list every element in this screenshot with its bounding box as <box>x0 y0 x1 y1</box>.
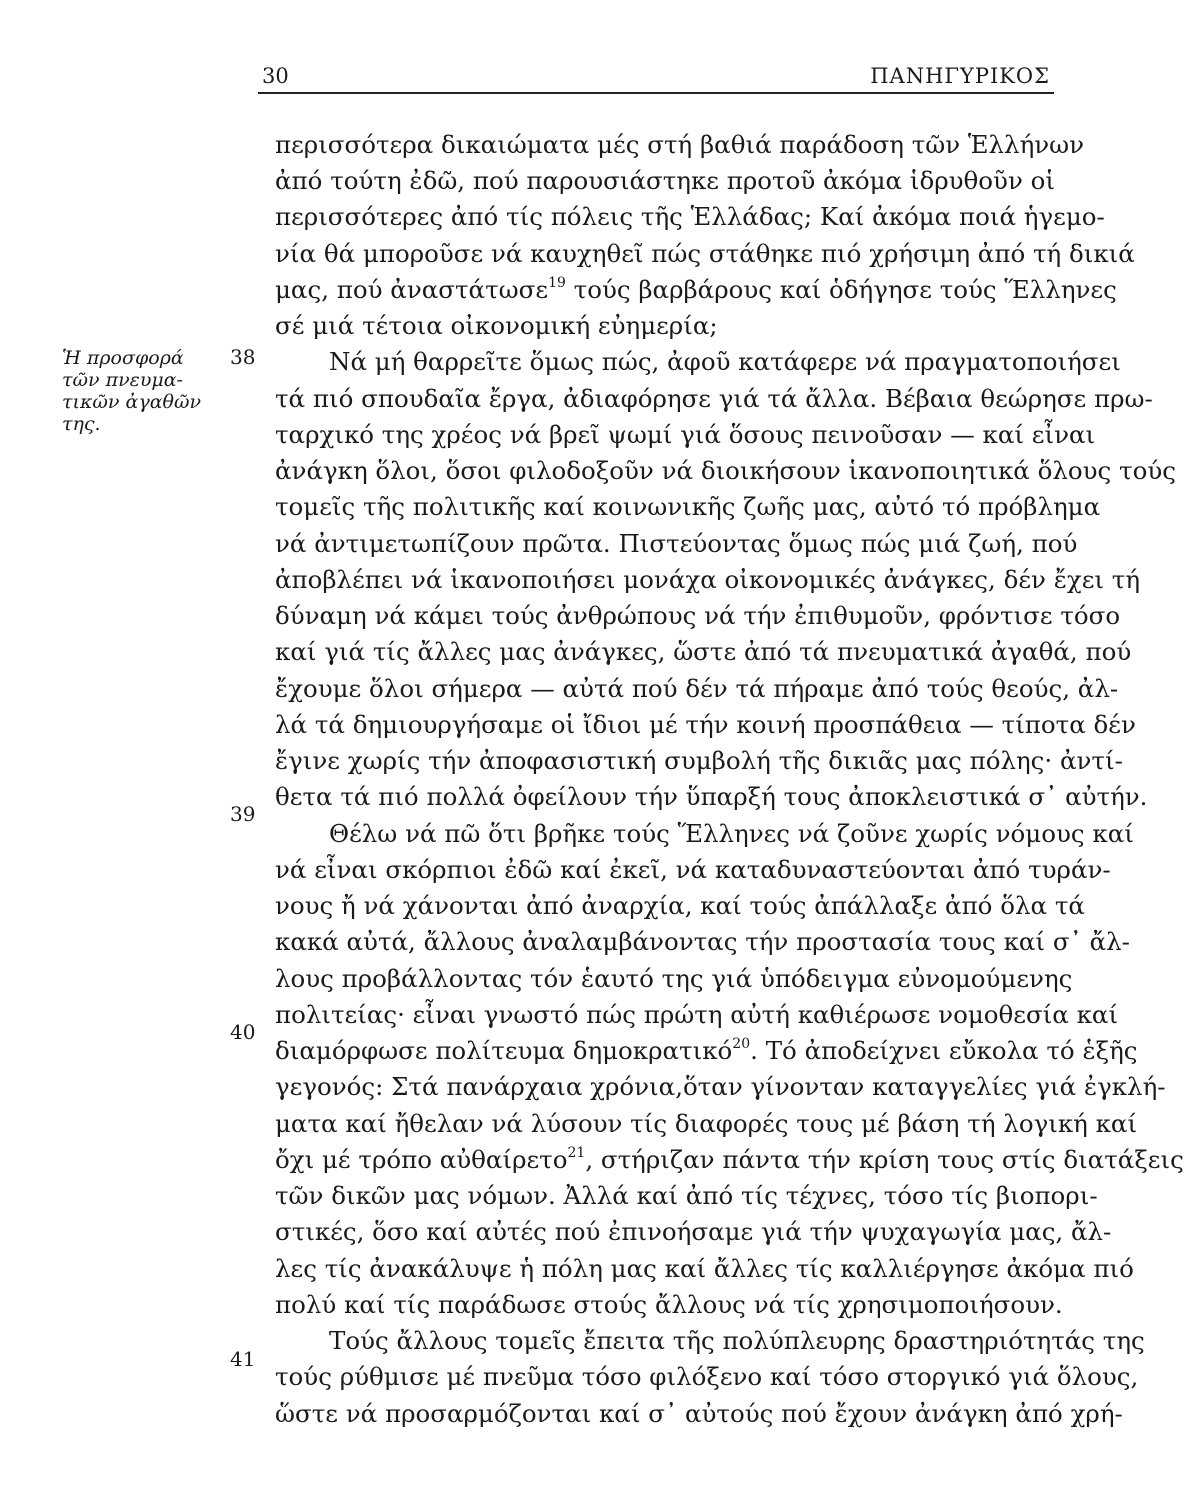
text-line: Τούς ἄλλους τομεῖς ἔπειτα τῆς πολύπλευρης δραστηριότητάς της <box>329 1326 1145 1355</box>
text-line: σέ μιά τέτοια οἰκονομική εὐημερία; <box>275 311 718 340</box>
text-line: ἔγινε χωρίς τήν ἀποφασιστική συμβολή τῆς δικιᾶς μας πόλης· ἀντί- <box>275 746 1123 775</box>
text-line: τά πιό σπουδαῖα ἔργα, ἀδιαφόρησε γιά τά ἄλλα. Βέβαια θεώρησε πρω- <box>275 384 1153 413</box>
text-line: κακά αὐτά, ἄλλους ἀναλαμβάνοντας τήν προστασία τους καί σ᾽ ἄλ- <box>275 927 1130 956</box>
margin-note-line: τῶν πνευμα- <box>62 369 183 391</box>
section-number-40: 40 <box>230 1020 256 1044</box>
text-line: δύναμη νά κάμει τούς ἀνθρώπους νά τήν ἐπιθυμοῦν, φρόντισε τόσο <box>275 601 1121 630</box>
text-line: ἀπό τούτη ἐδῶ, πού παρουσιάστηκε προτοῦ ἀκόμα ἱδρυθοῦν οἱ <box>275 166 1055 195</box>
text-line <box>275 272 1117 308</box>
text-span: ὄχι μέ τρόπο αὐθαίρετο <box>275 1145 568 1174</box>
text-span: μας, πού ἀναστάτωσε <box>275 275 549 304</box>
text-line: τῶν δικῶν μας νόμων. Ἀλλά καί ἀπό τίς τέχνες, τόσο τίς βιοπορι- <box>275 1181 1098 1210</box>
text-line: περισσότερες ἀπό τίς πόλεις τῆς Ἑλλάδας; Καί ἀκόμα ποιά ἡγεμο- <box>275 202 1105 231</box>
text-line: ἀποβλέπει νά ἱκανοποιήσει μονάχα οἰκονομικές ἀνάγκες, δέν ἔχει τή <box>275 565 1141 594</box>
margin-note-line: τικῶν ἀγαθῶν <box>62 391 202 413</box>
text-line: ματα καί ἤθελαν νά λύσουν τίς διαφορές τους μέ βάση τή λογική καί <box>275 1109 1138 1138</box>
text-line: Νά μή θαρρεῖτε ὅμως πώς, ἀφοῦ κατάφερε νά πραγματοποιήσει <box>329 347 1121 376</box>
page-header <box>258 62 1054 94</box>
page-number: 30 <box>262 64 289 88</box>
text-line: νά εἶναι σκόρπιοι ἐδῶ καί ἐκεῖ, νά καταδυναστεύονται ἀπό τυράν- <box>275 855 1111 884</box>
text-line: ταρχικό της χρέος νά βρεῖ ψωμί γιά ὅσους πεινοῦσαν — καί εἶναι <box>275 420 1096 449</box>
section-number-41: 41 <box>230 1347 256 1371</box>
text-line: καί γιά τίς ἄλλες μας ἀνάγκες, ὥστε ἀπό τά πνευματικά ἀγαθά, πού <box>275 637 1132 666</box>
text-line: πολύ καί τίς παράδωσε στούς ἄλλους νά τίς χρησιμοποιήσουν. <box>275 1290 1063 1319</box>
text-line: νία θά μποροῦσε νά καυχηθεῖ πώς στάθηκε πιό χρήσιμη ἀπό τή δικιά <box>275 239 1135 268</box>
text-span: διαμόρφωσε πολίτευμα δημοκρατικό <box>275 1036 733 1065</box>
text-span: . Τό ἀποδείχνει εὔκολα τό ἑξῆς <box>750 1036 1138 1065</box>
text-line: νά ἀντιμετωπίζουν πρῶτα. Πιστεύοντας ὅμως πώς μιά ζωή, πού <box>275 529 1078 558</box>
margin-note-line: της. <box>62 413 101 435</box>
text-line: νους ἤ νά χάνονται ἀπό ἀναρχία, καί τούς ἀπάλλαξε ἀπό ὅλα τά <box>275 891 1085 920</box>
text-line: Θέλω νά πῶ ὅτι βρῆκε τούς Ἕλληνες νά ζοῦνε χωρίς νόμους καί <box>329 819 1134 848</box>
text-line: λά τά δημιουργήσαμε οἱ ἴδιοι μέ τήν κοινή προσπάθεια — τίποτα δέν <box>275 710 1136 739</box>
footnote-ref: 21 <box>567 1144 586 1161</box>
text-line: ἔχουμε ὅλοι σήμερα — αὐτά πού δέν τά πήραμε ἀπό τούς θεούς, ἀλ- <box>275 674 1119 703</box>
text-line: περισσότερα δικαιώματα μές στή βαθιά παράδοση τῶν Ἑλλήνων <box>275 130 1085 159</box>
text-line: ὥστε νά προσαρμόζονται καί σ᾽ αὐτούς πού ἔχουν ἀνάγκη ἀπό χρή- <box>275 1399 1123 1428</box>
text-line: λες τίς ἀνακάλυψε ἡ πόλη μας καί ἄλλες τίς καλλιέργησε ἀκόμα πιό <box>275 1254 1134 1283</box>
section-number-38: 38 <box>230 345 256 369</box>
text-line <box>275 1033 1138 1069</box>
text-line: θετα τά πιό πολλά ὀφείλουν τήν ὕπαρξή τους ἀποκλειστικά σ᾽ αὐτήν. <box>275 782 1148 811</box>
text-line: τομεῖς τῆς πολιτικῆς καί κοινωνικῆς ζωῆς μας, αὐτό τό πρόβλημα <box>275 492 1101 521</box>
text-line: λους προβάλλοντας τόν ἑαυτό της γιά ὑπόδειγμα εὐνομούμενης <box>275 964 1073 993</box>
text-span: τούς βαρβάρους καί ὁδήγησε τούς Ἕλληνες <box>565 275 1117 304</box>
text-line: ἀνάγκη ὅλοι, ὅσοι φιλοδοξοῦν νά διοικήσουν ἱκανοποιητικά ὅλους τούς <box>275 456 1176 485</box>
text-line: πολιτείας· εἶναι γνωστό πώς πρώτη αὐτή καθιέρωσε νομοθεσία καί <box>275 1000 1119 1029</box>
running-head: ΠΑΝΗΓΥΡΙΚΟΣ <box>870 64 1050 88</box>
text-line: γεγονός: Στά πανάρχαια χρόνια,ὅταν γίνονταν καταγγελίες γιά ἐγκλή- <box>275 1072 1166 1101</box>
margin-note <box>62 347 232 435</box>
footnote-ref: 20 <box>732 1035 751 1052</box>
text-line: στικές, ὅσο καί αὐτές πού ἐπινοήσαμε γιά τήν ψυχαγωγία μας, ἄλ- <box>275 1217 1112 1246</box>
margin-note-line: Ἡ προσφορά <box>62 347 184 369</box>
text-span: , στήριζαν πάντα τήν κρίση τους στίς διατάξεις <box>585 1145 1184 1174</box>
text-line: τούς ρύθμισε μέ πνεῦμα τόσο φιλόξενο καί τόσο στοργικό γιά ὅλους, <box>275 1362 1139 1391</box>
text-line <box>275 1142 1184 1178</box>
section-number-39: 39 <box>230 802 256 826</box>
footnote-ref: 19 <box>548 274 566 291</box>
